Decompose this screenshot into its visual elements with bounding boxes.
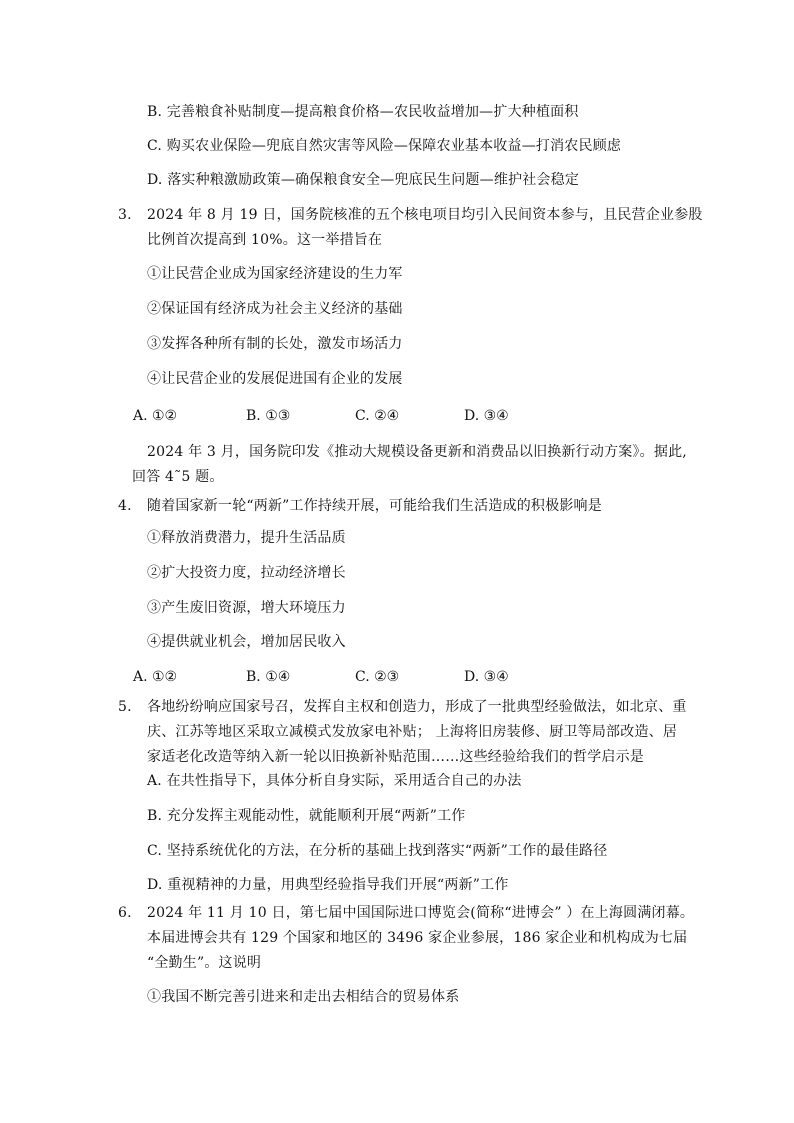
q2-option-b: B. 完善粮食补贴制度—提高粮食价格—农民收益增加—扩大种植面积	[147, 104, 579, 120]
q6-stem-line2: 本届进博会共有 129 个国家和地区的 3496 家企业参展，186 家企业和机构成为七届	[147, 930, 688, 946]
q2-option-c: C. 购买农业保险—兜底自然灾害等风险—保障农业基本收益—打消农民顾虑	[147, 138, 622, 154]
q3-item-4: ④让民营企业的发展促进国有企业的发展	[147, 371, 403, 387]
q3-choice-a: A. ①②	[133, 408, 178, 424]
q5-number: 5.	[118, 699, 132, 715]
q5-stem-line1: 各地纷纷响应国家号召，发挥自主权和创造力，形成了一批典型经验做法，如北京、重	[147, 699, 687, 715]
q3-item-3: ③发挥各种所有制的长处，激发市场活力	[147, 336, 403, 352]
q3-item-1: ①让民营企业成为国家经济建设的生力军	[147, 266, 403, 282]
q4-stem: 随着国家新一轮“两新”工作持续开展，可能给我们生活造成的积极影响是	[147, 498, 602, 514]
q4-choice-b: B. ①④	[246, 669, 291, 685]
q5-option-a: A. 在共性指导下，具体分析自身实际，采用适合自己的办法	[147, 773, 522, 789]
q6-number: 6.	[118, 905, 132, 921]
q5-option-b: B. 充分发挥主观能动性，就能顺利开展“两新”工作	[147, 808, 466, 824]
q3-choice-c: C. ②④	[355, 408, 400, 424]
q2-option-d: D. 落实种粮激励政策—确保粮食安全—兜底民生问题—维护社会稳定	[147, 172, 580, 188]
q5-option-c: C. 坚持系统优化的方法，在分析的基础上找到落实“两新”工作的最佳路径	[147, 843, 608, 859]
q3-choice-d: D. ③④	[464, 408, 509, 424]
q3-stem-line2: 比例首次提高到 10%。这一举措旨在	[147, 232, 383, 248]
q4-choice-d: D. ③④	[464, 669, 509, 685]
q3-number: 3.	[118, 207, 132, 223]
q3-stem-line1: 2024 年 8 月 19 日，国务院核准的五个核电项目均引入民间资本参与，且民营企业参股	[147, 207, 703, 223]
q4-item-2: ②扩大投资力度，拉动经济增长	[147, 565, 346, 581]
material-line2: 回答 4˜5 题。	[132, 469, 224, 485]
q5-stem-line2: 庆、江苏等地区采取立减模式发放家电补贴； 上海将旧房装修、厨卫等局部改造、居	[147, 724, 678, 740]
q5-option-d: D. 重视精神的力量，用典型经验指导我们开展“两新”工作	[147, 877, 509, 893]
q3-item-2: ②保证国有经济成为社会主义经济的基础	[147, 301, 403, 317]
q4-choice-a: A. ①②	[133, 669, 178, 685]
q4-number: 4.	[118, 498, 132, 514]
q6-stem-line3: “全勤生”。这说明	[147, 955, 262, 971]
q4-item-4: ④提供就业机会，增加居民收入	[147, 634, 346, 650]
q6-stem-line1: 2024 年 11 月 10 日，第七届中国国际进口博览会(简称“进博会” ）在上海圆满闭幕。	[147, 905, 695, 921]
q4-item-3: ③产生废旧资源，增大环境压力	[147, 600, 346, 616]
q4-item-1: ①释放消费潜力，提升生活品质	[147, 530, 346, 546]
q3-choice-b: B. ①③	[246, 408, 291, 424]
q5-stem-line3: 家适老化改造等纳入新一轮以旧换新补贴范围……这些经验给我们的哲学启示是	[147, 749, 644, 765]
material-line1: 2024 年 3 月，国务院印发《推动大规模设备更新和消费品以旧换新行动方案》。据此,	[147, 444, 687, 460]
q6-item-1: ①我国不断完善引进来和走出去相结合的贸易体系	[147, 989, 460, 1005]
q4-choice-c: C. ②③	[355, 669, 400, 685]
